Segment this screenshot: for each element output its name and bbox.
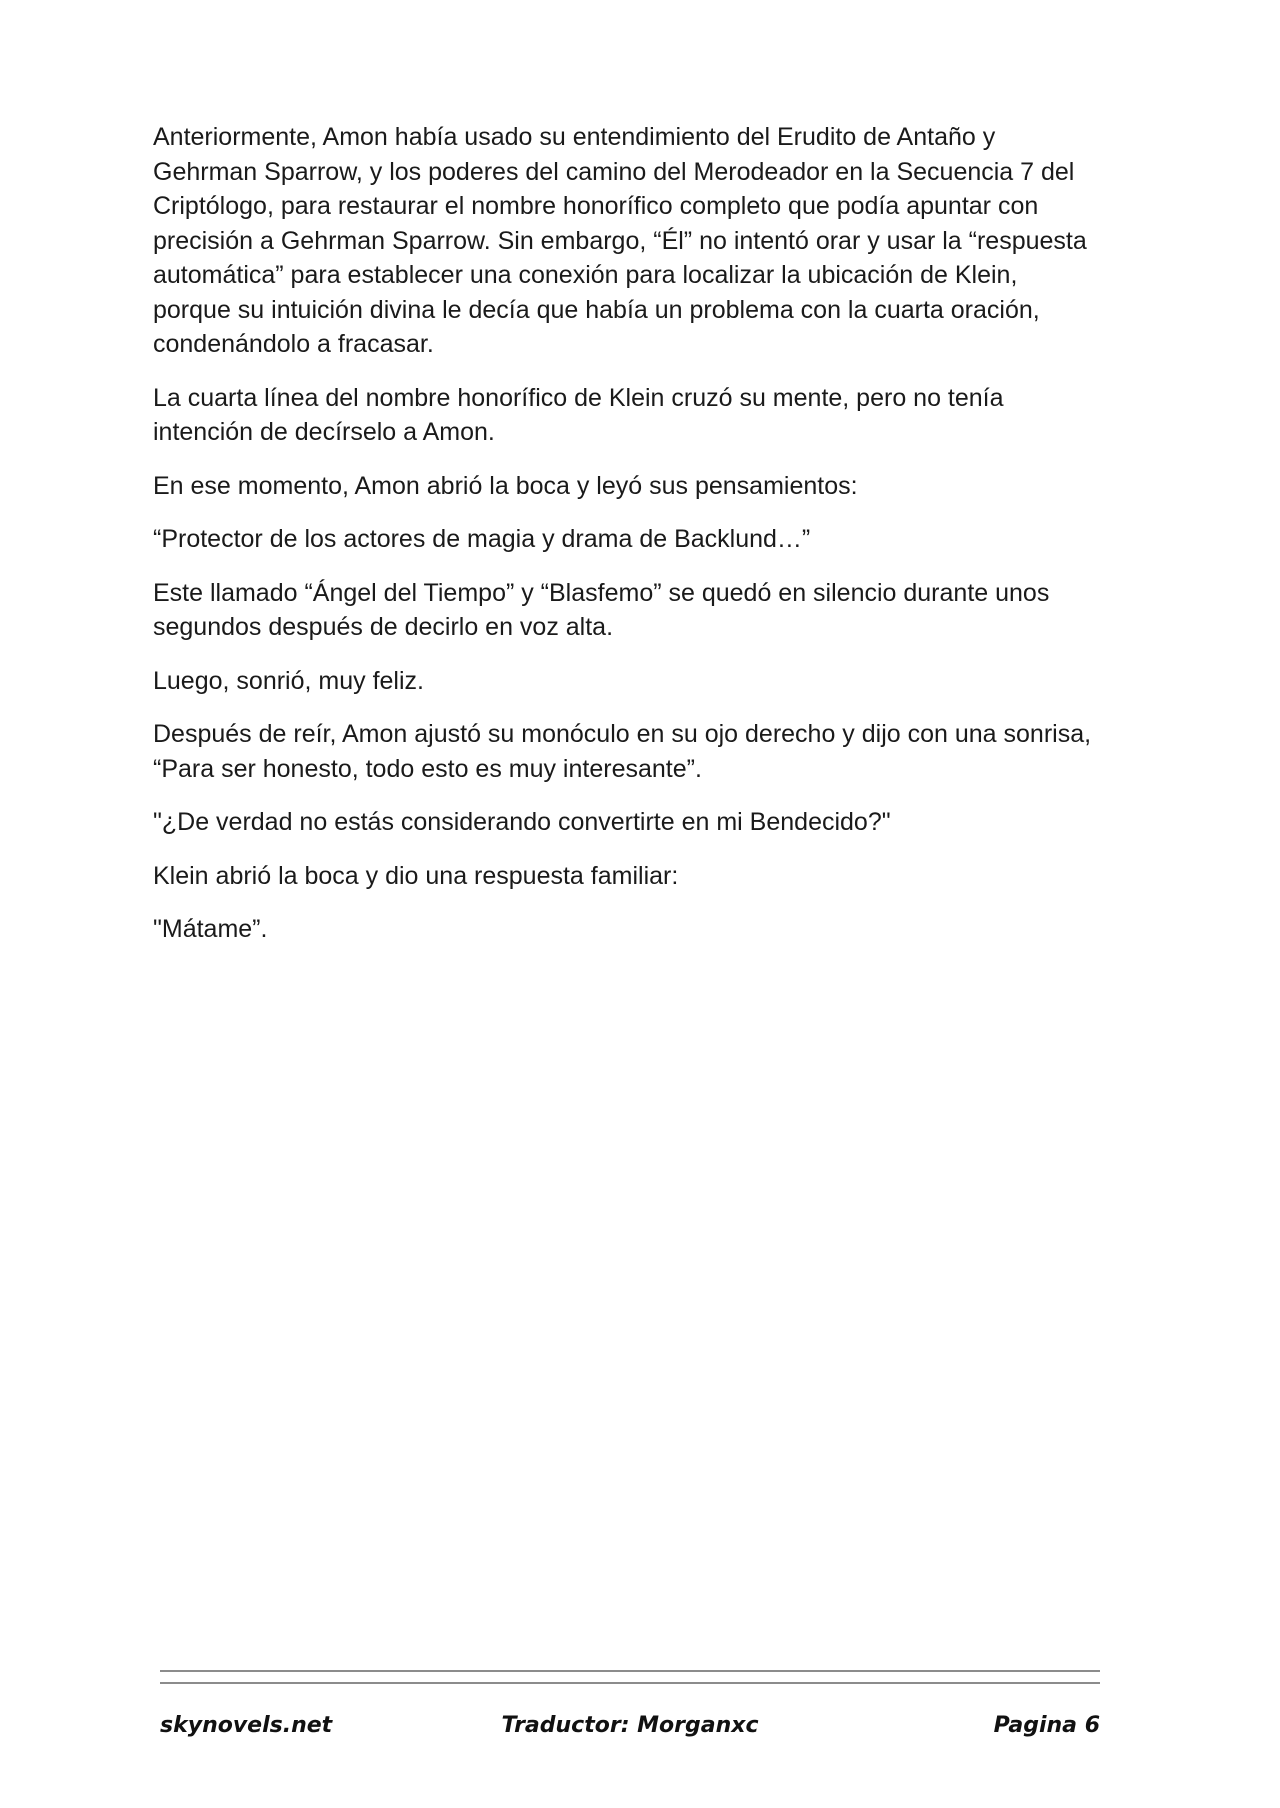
paragraph: “Protector de los actores de magia y drama de Backlund…” [153, 525, 811, 553]
footer-page-number: Pagina 6 [993, 1713, 1100, 1738]
paragraph: En ese momento, Amon abrió la boca y leyó sus pensamientos: [153, 471, 858, 500]
paragraph: Después de reír, Amon ajustó su monóculo en su ojo derecho y dijo con una sonrisa, “Para ser honesto, todo esto es muy interesante”. [153, 720, 1092, 783]
paragraph: La cuarta línea del nombre honorífico de Klein cruzó su mente, pero no tenía intención de decírselo a Amon. [153, 383, 1004, 446]
paragraph: Luego, sonrió, muy feliz. [153, 666, 424, 695]
paragraph: Anteriormente, Amon había usado su entendimiento del Erudito de Antaño y Gehrman Sparrow, y los poderes del camino del Merodeador en la Secuencia 7 del Criptólogo, para restaurar el nombre honorífico completo que podía apuntar con precisión a Gehrman Sparrow. Sin embargo, “Él” no intentó orar y usar la “respuesta automática” para establecer una conexión para localizar la ubicación de Klein, porque su intuición divina le decía que había un problema con la cuarta oración, condenándolo a fracasar. [153, 123, 1087, 358]
footer-translator: Traductor: Morganxc [501, 1713, 759, 1738]
paragraph: Este llamado “Ángel del Tiempo” y “Blasfemo” se quedó en silencio durante unos segundos después de decirlo en voz alta. [153, 578, 1050, 641]
document-body [153, 120, 1093, 966]
footer-divider [160, 1670, 1100, 1684]
paragraph: Klein abrió la boca y dio una respuesta familiar: [153, 861, 679, 890]
page-footer [160, 1713, 1100, 1747]
paragraph: "¿De verdad no estás considerando convertirte en mi Bendecido?" [153, 808, 891, 836]
footer-rule-bottom [160, 1682, 1100, 1684]
paragraph: "Mátame”. [153, 915, 268, 943]
footer-site: skynovels.net [160, 1713, 333, 1738]
footer-rule-top [160, 1670, 1100, 1672]
